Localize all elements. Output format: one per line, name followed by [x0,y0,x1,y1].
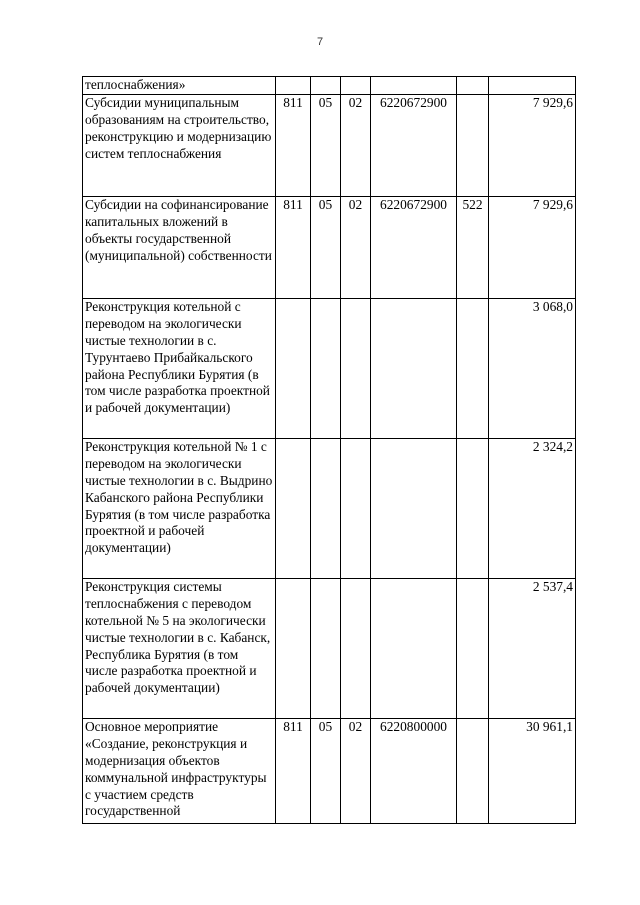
amount-cell [489,77,576,95]
table-row [83,578,576,718]
ministry-code-cell [276,298,311,438]
row-name-cell: Основное мероприятие «Создание, реконструкция и модернизация объектов коммунальной инфраструктуры с участием средств государственной [83,718,276,823]
target-article-cell: 6220800000 [371,718,457,823]
ministry-code-cell [276,578,311,718]
target-article-cell [371,298,457,438]
table-row [83,94,576,196]
table-row [83,718,576,823]
table-row [83,77,576,95]
subsection-code-cell [341,438,371,578]
ministry-code-cell: 811 [276,94,311,196]
expense-type-cell [457,718,489,823]
row-name-cell: Субсидии на софинансирование капитальных вложений в объекты государственной (муниципальной) собственности [83,196,276,298]
section-code-cell [311,77,341,95]
budget-table [82,76,576,824]
amount-cell: 3 068,0 [489,298,576,438]
table-row [83,438,576,578]
table-row [83,298,576,438]
row-name-cell: Реконструкция котельной № 1 с переводом на экологически чистые технологии в с. Выдрино Кабанского района Республики Бурятия (в том числе разработка проектной и рабочей документации) [83,438,276,578]
target-article-cell [371,77,457,95]
amount-cell: 30 961,1 [489,718,576,823]
expense-type-cell [457,578,489,718]
target-article-cell [371,438,457,578]
ministry-code-cell: 811 [276,718,311,823]
row-name-cell: Реконструкция котельной с переводом на экологически чистые технологии в с. Турунтаево Прибайкальского района Республики Бурятия (в том числе разработка проектной и рабочей документации) [83,298,276,438]
row-name-cell: Реконструкция системы теплоснабжения с переводом котельной № 5 на экологически чистые технологии в с. Кабанск, Республика Бурятия (в том числе разработка проектной и рабочей документации) [83,578,276,718]
target-article-cell [371,578,457,718]
target-article-cell: 6220672900 [371,94,457,196]
section-code-cell [311,438,341,578]
ministry-code-cell [276,438,311,578]
amount-cell: 2 324,2 [489,438,576,578]
amount-cell: 2 537,4 [489,578,576,718]
section-code-cell: 05 [311,94,341,196]
subsection-code-cell [341,298,371,438]
section-code-cell: 05 [311,718,341,823]
ministry-code-cell: 811 [276,196,311,298]
subsection-code-cell: 02 [341,94,371,196]
row-name-cell: Субсидии муниципальным образованиям на строительство, реконструкцию и модернизацию систем теплоснабжения [83,94,276,196]
page-number: 7 [316,36,324,48]
subsection-code-cell [341,578,371,718]
section-code-cell [311,578,341,718]
expense-type-cell [457,77,489,95]
expense-type-cell [457,298,489,438]
target-article-cell: 6220672900 [371,196,457,298]
ministry-code-cell [276,77,311,95]
amount-cell: 7 929,6 [489,196,576,298]
expense-type-cell [457,438,489,578]
subsection-code-cell: 02 [341,196,371,298]
amount-cell: 7 929,6 [489,94,576,196]
section-code-cell: 05 [311,196,341,298]
subsection-code-cell [341,77,371,95]
expense-type-cell: 522 [457,196,489,298]
table-row [83,196,576,298]
section-code-cell [311,298,341,438]
subsection-code-cell: 02 [341,718,371,823]
expense-type-cell [457,94,489,196]
row-name-cell: теплоснабжения» [83,77,276,95]
